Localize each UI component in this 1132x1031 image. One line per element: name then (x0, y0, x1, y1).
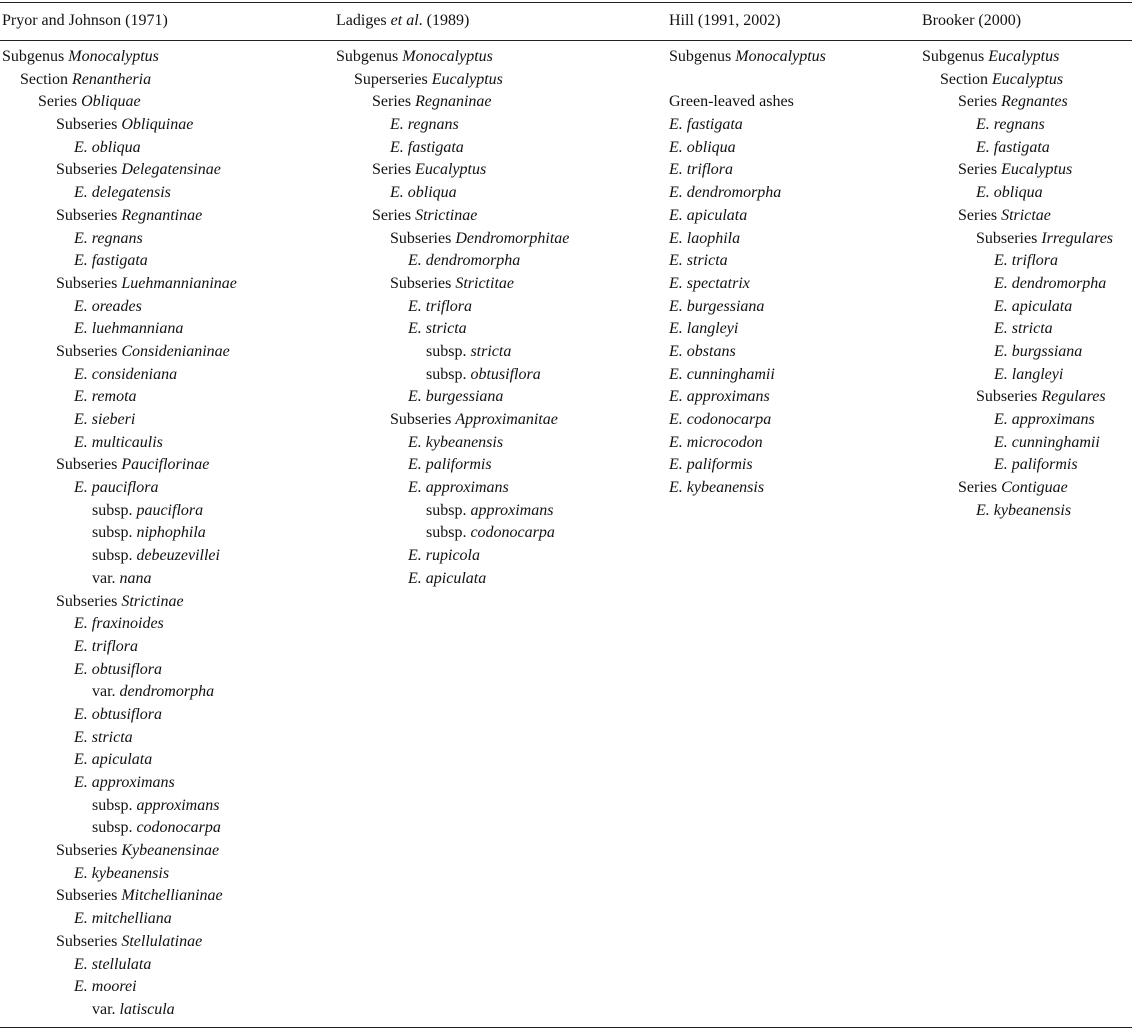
header-rule (0, 40, 1132, 41)
taxon-row (669, 205, 826, 228)
rank-label: Subseries (390, 274, 456, 292)
taxon-name: E. spectatrix (669, 274, 750, 292)
taxon-row (669, 273, 826, 296)
taxon-row (2, 114, 237, 137)
taxon-row (2, 91, 237, 114)
rank-label: var. (92, 683, 120, 701)
taxon-name: E. apiculata (74, 751, 153, 769)
taxon-row (2, 704, 237, 727)
rank-label: Green-leaved ashes (669, 93, 794, 111)
taxon-row (336, 318, 569, 341)
taxon-row (2, 545, 237, 568)
taxon-row (669, 477, 826, 500)
rank-label: Subgenus (2, 48, 69, 65)
taxon-name: codonocarpa (470, 524, 555, 542)
taxon-row (669, 46, 826, 69)
column-header-brooker (922, 10, 1021, 32)
taxon-name: Regulares (1041, 388, 1106, 406)
taxon-name: E. codonocarpa (669, 411, 772, 428)
rank-label: Superseries (354, 70, 432, 88)
rank-label: Section (940, 70, 992, 88)
header-text: Pryor and Johnson (1971) (2, 12, 168, 29)
taxon-name: E. microcodon (669, 433, 763, 451)
taxon-row (336, 500, 569, 523)
rank-label: Subseries (56, 932, 122, 950)
taxon-name: E. triflora (408, 297, 473, 315)
taxon-name: E. rupicola (408, 547, 480, 565)
taxon-name: E. fastigata (976, 138, 1050, 156)
taxon-name: Eucalyptus (992, 70, 1064, 88)
taxon-name: E. obtusiflora (74, 660, 163, 678)
rank-label: Series (372, 93, 416, 111)
rank-label: var. (92, 569, 120, 587)
taxon-name: Monocalyptus (402, 48, 493, 65)
taxon-row (2, 817, 237, 840)
taxon-name: E. apiculata (994, 297, 1073, 315)
taxon-row (336, 114, 569, 137)
taxon-name: E. regnans (74, 229, 143, 247)
rank-label: subsp. (92, 524, 137, 542)
taxon-row (669, 114, 826, 137)
taxon-row (2, 69, 237, 92)
taxon-row (922, 114, 1113, 137)
taxon-row (2, 613, 237, 636)
taxon-name: E. delegatensis (74, 184, 171, 202)
rank-label: Subseries (976, 388, 1042, 406)
taxon-row (922, 454, 1113, 477)
taxon-row (669, 364, 826, 387)
taxon-row (2, 568, 237, 591)
taxon-name: Regnantes (1001, 93, 1068, 111)
column-header-pryor-johnson (2, 10, 168, 32)
taxon-row (669, 318, 826, 341)
taxon-name: Strictitae (455, 274, 514, 292)
taxon-name: E. sieberi (74, 411, 136, 428)
column-header-hill (669, 10, 781, 32)
taxon-row (336, 205, 569, 228)
taxon-name: Contiguae (1001, 479, 1068, 497)
taxon-row (2, 273, 237, 296)
rank-label: Series (958, 93, 1002, 111)
taxon-name: pauciflora (136, 501, 204, 519)
taxon-row (336, 432, 569, 455)
taxon-name: E. stricta (408, 320, 467, 338)
taxon-row (669, 250, 826, 273)
taxon-name: Monocalyptus (735, 48, 826, 65)
taxon-row (2, 954, 237, 977)
taxon-row (2, 500, 237, 523)
taxon-name: E. cunninghamii (994, 433, 1100, 451)
spacer-row (669, 69, 826, 92)
taxon-name: dendromorpha (119, 683, 215, 701)
rank-label: Series (958, 479, 1002, 497)
taxon-row (336, 522, 569, 545)
taxon-name: Approximanitae (455, 411, 558, 428)
taxon-name: E. stellulata (74, 955, 152, 973)
taxon-name: E. stricta (74, 728, 133, 746)
header-text: Brooker (2000) (922, 12, 1022, 29)
rank-label: subsp. (92, 796, 137, 814)
rank-label: Series (958, 206, 1002, 224)
rank-label: subsp. (92, 501, 137, 519)
taxon-name: Considenianinae (121, 342, 230, 360)
taxon-row (2, 386, 237, 409)
taxon-row (336, 296, 569, 319)
top-rule (0, 2, 1132, 3)
taxon-row (2, 296, 237, 319)
taxon-row (2, 749, 237, 772)
taxon-row (336, 137, 569, 160)
taxon-row (669, 341, 826, 364)
taxon-name: E. paliformis (994, 456, 1078, 474)
rank-label: Series (372, 206, 416, 224)
column-pryor-johnson (2, 46, 237, 1022)
taxon-name: E. obstans (669, 342, 736, 360)
taxon-name: E. burgessiana (408, 388, 504, 406)
taxon-name: Obliquae (81, 93, 141, 111)
taxon-row (336, 91, 569, 114)
taxon-name: E. triflora (74, 637, 139, 655)
rank-label: Subseries (56, 342, 122, 360)
taxon-name: Stellulatinae (121, 932, 203, 950)
taxon-row (336, 273, 569, 296)
taxon-name: E. approximans (408, 479, 509, 497)
taxon-row (922, 46, 1113, 69)
header-text: Ladiges (336, 12, 391, 29)
column-brooker (922, 46, 1113, 522)
taxon-name: E. cunninghamii (669, 365, 775, 383)
taxon-row (2, 454, 237, 477)
taxon-row (2, 46, 237, 69)
taxon-row (336, 568, 569, 591)
taxon-name: E. stricta (669, 252, 728, 270)
taxon-row (922, 341, 1113, 364)
taxon-row (669, 454, 826, 477)
taxon-row (922, 500, 1113, 523)
taxon-name: E. mitchelliana (74, 910, 172, 928)
rank-label: Series (372, 161, 416, 179)
taxon-name: E. obtusiflora (74, 705, 163, 723)
taxon-row (669, 182, 826, 205)
taxon-row (2, 250, 237, 273)
taxon-name: Regnantinae (121, 206, 203, 224)
taxon-name: Obliquinae (121, 116, 194, 134)
taxon-row (922, 386, 1113, 409)
taxon-name: E. apiculata (408, 569, 487, 587)
taxon-row (336, 159, 569, 182)
taxon-row (2, 159, 237, 182)
taxon-row (669, 228, 826, 251)
taxon-name: nana (119, 569, 152, 587)
taxon-row (2, 863, 237, 886)
taxon-name: Delegatensinae (121, 161, 221, 179)
taxon-name: E. regnans (390, 116, 459, 134)
taxon-row (336, 545, 569, 568)
taxon-name: Renantheria (72, 70, 152, 88)
taxon-name: E. dendromorpha (994, 274, 1107, 292)
taxon-name: Pauciflorinae (121, 456, 210, 474)
header-suffix: . (1989) (418, 12, 470, 29)
taxon-row (2, 772, 237, 795)
taxon-name: Kybeanensinae (121, 842, 220, 860)
rank-label: var. (92, 1000, 120, 1018)
taxon-name: E. fastigata (390, 138, 464, 156)
taxon-row (336, 364, 569, 387)
taxon-name: approximans (470, 501, 554, 519)
taxon-row (922, 91, 1113, 114)
rank-label: Subseries (56, 161, 122, 179)
taxon-row (2, 477, 237, 500)
taxon-name: Mitchellianinae (121, 887, 223, 905)
taxon-row (669, 409, 826, 432)
taxon-name: E. approximans (994, 411, 1095, 428)
taxon-row (336, 46, 569, 69)
taxon-row (2, 522, 237, 545)
taxon-row (336, 341, 569, 364)
taxon-row (2, 182, 237, 205)
taxon-name: E. dendromorpha (408, 252, 521, 270)
taxon-row (2, 228, 237, 251)
taxon-name: E. burgessiana (669, 297, 765, 315)
rank-label: subsp. (426, 501, 471, 519)
rank-label: Subseries (56, 456, 122, 474)
rank-label: Series (958, 161, 1002, 179)
taxon-row (2, 999, 237, 1022)
taxon-name: E. apiculata (669, 206, 748, 224)
taxon-name: E. approximans (669, 388, 770, 406)
rank-label: Subseries (390, 411, 456, 428)
taxon-row (922, 432, 1113, 455)
taxon-row (922, 182, 1113, 205)
column-hill (669, 46, 826, 500)
taxon-name: E. triflora (669, 161, 734, 179)
rank-label: Subseries (56, 842, 122, 860)
taxon-name: E. multicaulis (74, 433, 163, 451)
taxon-row (2, 681, 237, 704)
rank-label: Subseries (56, 116, 122, 134)
taxon-row (922, 250, 1113, 273)
taxon-row (922, 228, 1113, 251)
taxon-name: Eucalyptus (1001, 161, 1073, 179)
taxon-row (2, 795, 237, 818)
taxon-row (669, 137, 826, 160)
taxon-row (336, 228, 569, 251)
taxon-name: approximans (136, 796, 220, 814)
taxon-row (2, 908, 237, 931)
rank-label: Subseries (390, 229, 456, 247)
taxon-name: E. laophila (669, 229, 741, 247)
bottom-rule (0, 1027, 1132, 1028)
taxon-name: obtusiflora (470, 365, 541, 383)
taxon-name: E. triflora (994, 252, 1059, 270)
taxon-name: debeuzevillei (136, 547, 220, 565)
taxon-row (336, 454, 569, 477)
rank-label: Subseries (56, 887, 122, 905)
taxon-name: E. fastigata (669, 116, 743, 134)
taxon-row (2, 341, 237, 364)
taxon-name: E. oreades (74, 297, 142, 315)
taxon-name: Eucalyptus (988, 48, 1060, 65)
taxon-name: latiscula (119, 1000, 175, 1018)
taxon-name: E. obliqua (390, 184, 457, 202)
taxon-name: E. fraxinoides (74, 615, 164, 633)
taxon-name: E. kybeanensis (976, 501, 1072, 519)
taxon-row (2, 840, 237, 863)
taxon-row (336, 409, 569, 432)
taxon-name: Dendromorphitae (455, 229, 570, 247)
column-header-ladiges (336, 10, 469, 32)
taxon-row (2, 137, 237, 160)
taxon-name: Irregulares (1041, 229, 1114, 247)
taxon-name: E. regnans (976, 116, 1045, 134)
taxon-name: E. approximans (74, 774, 175, 791)
taxon-name: E. langleyi (994, 365, 1064, 383)
taxon-row (2, 318, 237, 341)
taxon-name: E. burgssiana (994, 342, 1083, 360)
taxon-name: Eucalyptus (415, 161, 487, 179)
rank-label: Subseries (56, 206, 122, 224)
taxon-name: E. paliformis (408, 456, 492, 474)
taxon-name: Strictae (1001, 206, 1051, 224)
rank-label: Subseries (976, 229, 1042, 247)
taxon-row (2, 409, 237, 432)
taxon-row (922, 159, 1113, 182)
rank-label: subsp. (92, 819, 137, 837)
taxon-row (669, 159, 826, 182)
taxon-row (336, 477, 569, 500)
taxon-row (922, 205, 1113, 228)
taxon-row (922, 409, 1113, 432)
taxon-row (336, 69, 569, 92)
rank-label: Section (20, 70, 72, 88)
taxon-name: Eucalyptus (431, 70, 503, 88)
taxon-row (2, 976, 237, 999)
taxon-name: E. langleyi (669, 320, 739, 338)
rank-label: subsp. (426, 365, 471, 383)
header-italic: et al (390, 12, 419, 29)
taxon-row (669, 91, 826, 114)
taxon-row (669, 386, 826, 409)
taxon-row (922, 364, 1113, 387)
taxon-row (2, 636, 237, 659)
taxon-name: E. stricta (994, 320, 1053, 338)
taxon-name: E. kybeanensis (669, 479, 765, 497)
taxon-name: E. obliqua (669, 138, 736, 156)
rank-label: Subgenus (336, 48, 403, 65)
taxon-row (669, 432, 826, 455)
rank-label: subsp. (92, 547, 137, 565)
taxon-row (336, 386, 569, 409)
taxon-row (922, 318, 1113, 341)
rank-label: subsp. (426, 342, 471, 360)
taxon-row (922, 137, 1113, 160)
rank-label: Subseries (56, 274, 122, 292)
taxon-row (2, 659, 237, 682)
taxon-name: E. remota (74, 388, 137, 406)
rank-label: Subgenus (922, 48, 989, 65)
taxon-row (922, 69, 1113, 92)
taxon-name: E. luehmanniana (74, 320, 184, 338)
taxon-row (2, 364, 237, 387)
taxon-name: codonocarpa (136, 819, 221, 837)
taxon-name: Luehmannianinae (121, 274, 237, 292)
taxon-row (669, 296, 826, 319)
rank-label: subsp. (426, 524, 471, 542)
taxon-row (336, 182, 569, 205)
taxon-name: E. fastigata (74, 252, 148, 270)
taxon-name: niphophila (136, 524, 206, 542)
header-text: Hill (1991, 2002) (669, 12, 781, 29)
taxon-name: E. obliqua (976, 184, 1043, 202)
taxon-name: Strictinae (121, 592, 184, 610)
taxon-name: E. moorei (74, 978, 137, 996)
taxon-name: E. consideniana (74, 365, 178, 383)
column-ladiges (336, 46, 569, 591)
taxon-name: E. kybeanensis (74, 864, 170, 882)
rank-label: Subseries (56, 592, 122, 610)
taxon-name: Monocalyptus (68, 48, 159, 65)
taxon-name: stricta (470, 342, 512, 360)
taxon-row (2, 931, 237, 954)
taxon-name: Regnaninae (415, 93, 492, 111)
taxon-name: E. paliformis (669, 456, 753, 474)
rank-label: Subgenus (669, 48, 736, 65)
taxon-row (2, 591, 237, 614)
taxon-row (336, 250, 569, 273)
taxon-row (922, 273, 1113, 296)
taxon-row (2, 432, 237, 455)
taxon-name: E. obliqua (74, 138, 141, 156)
taxon-row (2, 205, 237, 228)
taxon-row (2, 727, 237, 750)
taxon-row (922, 477, 1113, 500)
taxon-name: Strictinae (415, 206, 478, 224)
taxon-name: E. kybeanensis (408, 433, 504, 451)
taxon-row (922, 296, 1113, 319)
taxon-name: E. pauciflora (74, 479, 159, 497)
rank-label: Series (38, 93, 82, 111)
taxon-name: E. dendromorpha (669, 184, 782, 202)
taxon-row (2, 885, 237, 908)
